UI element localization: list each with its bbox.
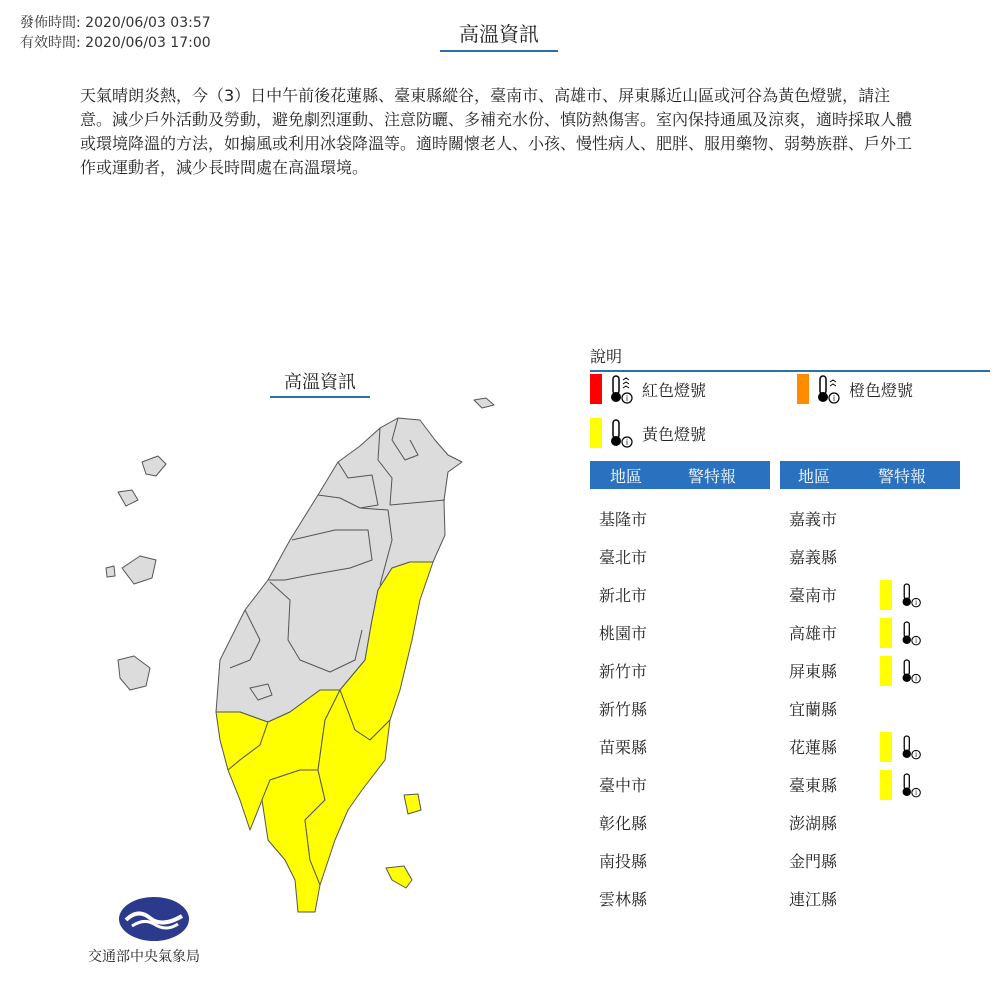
yellow-warning-mark (880, 618, 922, 648)
island-penghu-4 (106, 566, 115, 577)
description-text: 天氣晴朗炎熱，今（3）日中午前後花蓮縣、臺東縣縱谷，臺南市、高雄市、屏東縣近山區或河谷為黃色燈號，請注意。減少戶外活動及勞動，避免劇烈運動、注意防曬、多補充水份、慎防熱傷害。室內保持通風及涼爽，適時採取人體或環境降溫的方法，如搧風或利用冰袋降溫等。適時關懷老人、小孩、慢性病人、肥胖、服用藥物、弱勢族群、戶外工作或運動者，減少長時間處在高溫環境。 (80, 86, 913, 177)
region-name: 臺中市 (599, 776, 648, 795)
valid-time: 有效時間: 2020/06/03 17:00 (20, 35, 211, 51)
region-name: 連江縣 (789, 890, 838, 909)
region-name: 臺東縣 (789, 776, 838, 795)
table-header-left (590, 461, 770, 489)
island-guishan (474, 398, 494, 408)
region-name: 基隆市 (599, 510, 648, 529)
region-name: 宜蘭縣 (789, 700, 838, 719)
yellow-swatch (590, 418, 602, 448)
yellow-swatch (880, 580, 892, 610)
island-orchid (386, 866, 412, 888)
island-penghu-1 (142, 456, 166, 476)
thermometer-icon (608, 374, 634, 404)
region-name: 臺北市 (599, 548, 648, 567)
issued-time: 發佈時間: 2020/06/03 03:57 (20, 15, 211, 31)
yellow-warning-mark (880, 656, 922, 686)
page-title: 高溫資訊 (440, 18, 558, 52)
taiwan-map (100, 360, 500, 920)
legend-yellow (590, 418, 706, 448)
yellow-warning-mark (880, 580, 922, 610)
island-penghu-5 (118, 656, 150, 690)
thermometer-icon (900, 619, 922, 647)
table-header-right (780, 461, 960, 489)
region-name: 澎湖縣 (789, 814, 838, 833)
svg-text:i: i (915, 751, 918, 760)
region-name: 苗栗縣 (599, 738, 648, 757)
region-name: 嘉義市 (789, 510, 838, 529)
svg-text:i: i (915, 675, 918, 684)
region-name: 新竹市 (599, 662, 648, 681)
region-name: 花蓮縣 (789, 738, 838, 757)
region-name: 雲林縣 (599, 890, 648, 909)
region-name: 金門縣 (789, 852, 838, 871)
yellow-swatch (880, 618, 892, 648)
svg-text:i: i (915, 599, 918, 608)
thermometer-icon (815, 374, 841, 404)
map-title: 高溫資訊 (270, 368, 370, 398)
header-region: 地區 (798, 466, 831, 486)
region-name: 新竹縣 (599, 700, 648, 719)
legend-orange-label: 橙色燈號 (849, 380, 914, 400)
island-penghu-3 (122, 556, 156, 584)
legend-title: 說明 (590, 344, 990, 372)
thermometer-icon (900, 657, 922, 685)
region-name: 高雄市 (789, 624, 838, 643)
yellow-warning-mark (880, 770, 922, 800)
header-region: 地區 (610, 466, 643, 486)
region-name: 臺南市 (789, 586, 838, 605)
red-swatch (590, 374, 602, 404)
yellow-swatch (880, 732, 892, 762)
region-name: 南投縣 (599, 852, 648, 871)
svg-text:i: i (915, 789, 918, 798)
region-name: 嘉義縣 (789, 548, 838, 567)
region-name: 彰化縣 (599, 814, 648, 833)
region-name: 新北市 (599, 586, 648, 605)
svg-text:i: i (625, 394, 629, 403)
region-name: 桃園市 (599, 624, 648, 643)
header-warning: 警特報 (688, 466, 737, 486)
yellow-warning-mark (880, 732, 922, 762)
header-warning: 警特報 (878, 466, 927, 486)
cwb-logo-icon (118, 896, 190, 942)
orange-swatch (797, 374, 809, 404)
thermometer-icon (900, 733, 922, 761)
svg-text:i: i (915, 637, 918, 646)
legend-yellow-label: 黃色燈號 (642, 424, 707, 444)
region-name: 屏東縣 (789, 662, 838, 681)
island-green (404, 794, 421, 814)
svg-text:i: i (625, 438, 629, 447)
island-penghu-2 (118, 490, 138, 506)
legend-orange (797, 374, 913, 404)
yellow-swatch (880, 770, 892, 800)
thermometer-icon (900, 771, 922, 799)
thermometer-icon (608, 418, 634, 448)
yellow-swatch (880, 656, 892, 686)
agency-name: 交通部中央氣象局 (88, 949, 200, 965)
thermometer-icon (900, 581, 922, 609)
legend-red-label: 紅色燈號 (642, 380, 707, 400)
legend-red (590, 374, 706, 404)
svg-text:i: i (832, 394, 836, 403)
